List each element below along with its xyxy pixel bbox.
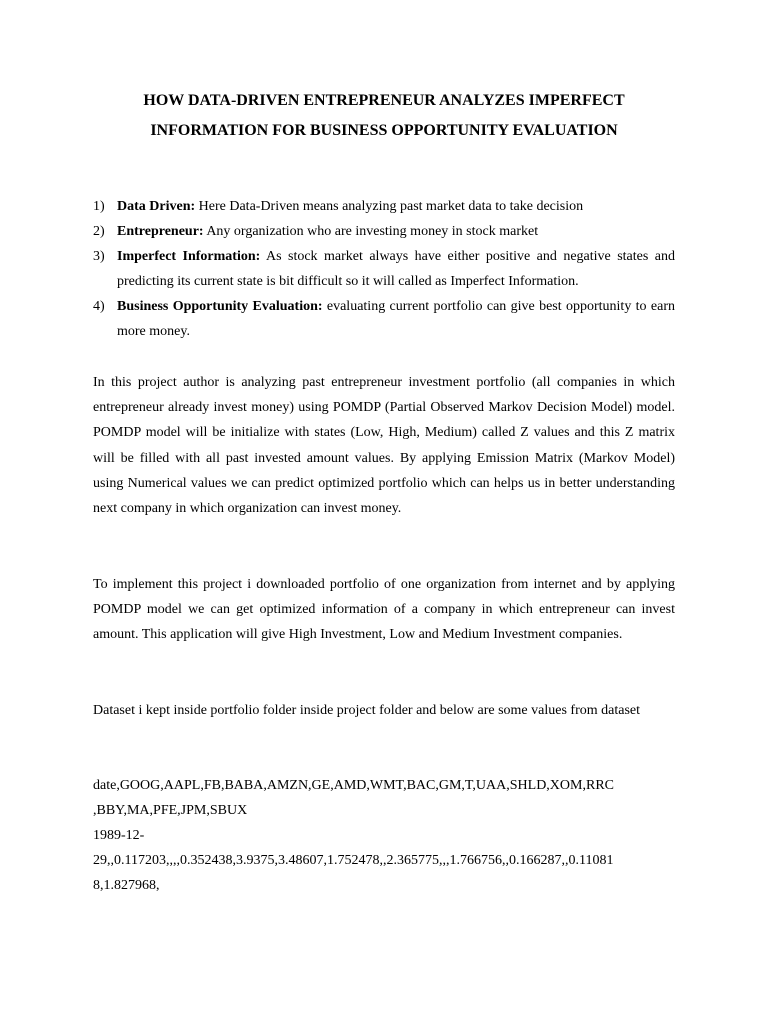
list-item: [93, 194, 675, 219]
list-number: 1): [93, 199, 105, 214]
dataset-row-line: 8,1.827968,: [93, 878, 160, 893]
list-number: 4): [93, 299, 105, 314]
list-item: [93, 219, 675, 244]
dataset-row-line: 29,,0.117203,,,,0.352438,3.9375,3.48607,1.752478,,2.365775,,,1.766756,,0.166287,,0.11081: [93, 853, 614, 868]
definitions-list: [93, 194, 675, 344]
definition-text: As stock market always have either positive and negative states and predicting its current state is bit difficult so it will called as Imperfect Information.: [117, 249, 675, 289]
definition-term: Imperfect Information:: [117, 249, 261, 264]
title-line-2: INFORMATION FOR BUSINESS OPPORTUNITY EVALUATION: [150, 122, 618, 139]
paragraph-dataset-intro: Dataset i kept inside portfolio folder inside project folder and below are some values from dataset: [93, 703, 640, 718]
definition-text: Here Data-Driven means analyzing past market data to take decision: [195, 199, 584, 214]
definition-text: evaluating current portfolio can give best opportunity to earn more money.: [117, 299, 675, 339]
definition-text: Any organization who are investing money in stock market: [203, 224, 539, 239]
definition-term: Entrepreneur:: [117, 224, 204, 239]
list-item: [93, 294, 675, 344]
list-number: 3): [93, 249, 105, 264]
definition-term: Business Opportunity Evaluation:: [117, 299, 323, 314]
list-number: 2): [93, 224, 105, 239]
dataset-header-line: date,GOOG,AAPL,FB,BABA,AMZN,GE,AMD,WMT,BAC,GM,T,UAA,SHLD,XOM,RRC: [93, 778, 614, 793]
title-line-1: HOW DATA-DRIVEN ENTREPRENEUR ANALYZES IMPERFECT: [143, 92, 625, 109]
paragraph-implementation: To implement this project i downloaded portfolio of one organization from internet and by applying POMDP model we can get optimized information of a company in which entrepreneur can invest amount. This application will give High Investment, Low and Medium Investment companies.: [93, 577, 675, 643]
paragraph-project-description: In this project author is analyzing past entrepreneur investment portfolio (all companies in which entrepreneur already invest money) using POMDP (Partial Observed Markov Decision Model) model. POMDP model will be initialize with states (Low, High, Medium) called Z values and this Z matrix will be filled with all past invested amount values. By applying Emission Matrix (Markov Model) using Numerical values we can predict optimized portfolio which can helps us in better understanding next company in which organization can invest money.: [93, 375, 675, 517]
document-title: [92, 86, 676, 146]
definition-term: Data Driven:: [117, 199, 196, 214]
dataset-header-line: ,BBY,MA,PFE,JPM,SBUX: [93, 803, 248, 818]
dataset-row-line: 1989-12-: [93, 828, 145, 843]
dataset-sample: [93, 773, 675, 898]
list-item: [93, 244, 675, 294]
